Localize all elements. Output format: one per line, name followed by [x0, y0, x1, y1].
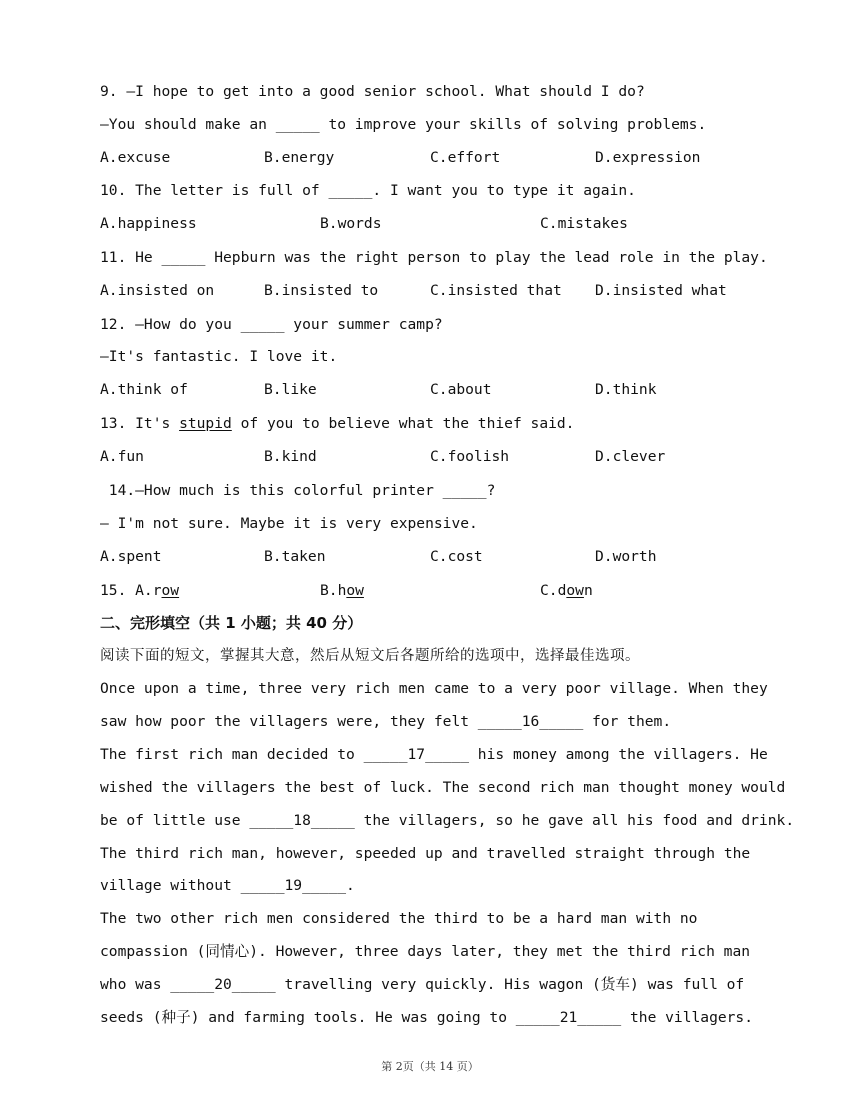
- passage-line: wished the villagers the best of luck. The second rich man thought money would: [100, 779, 786, 796]
- q14-option-a: A.spent: [100, 548, 162, 565]
- q9-answer-line: —You should make an _____ to improve your skills of solving problems.: [100, 116, 707, 133]
- q10-stem: 10. The letter is full of _____. I want you to type it again.: [100, 182, 636, 199]
- q14-option-c: C.cost: [430, 548, 483, 565]
- q14-option-d: D.worth: [595, 548, 657, 565]
- q14-stem: 14.—How much is this colorful printer _____?: [100, 482, 496, 499]
- passage-line: seeds (种子) and farming tools. He was going to _____21_____ the villagers.: [100, 1009, 754, 1026]
- q15-option-a: [100, 582, 179, 600]
- q15-option-b: [320, 582, 364, 600]
- q12-option-c: C.about: [430, 381, 492, 398]
- q13-stem: [100, 415, 574, 433]
- page-footer: 第 2页（共 14 页）: [381, 1060, 479, 1073]
- q14-option-b: B.taken: [264, 548, 326, 565]
- passage-line: be of little use _____18_____ the villagers, so he gave all his food and drink.: [100, 812, 795, 829]
- q10-option-a: A.happiness: [100, 215, 197, 232]
- q9-option-b: B.energy: [264, 149, 335, 166]
- q15-c-prefix: C.d: [540, 582, 567, 599]
- passage-line: The third rich man, however, speeded up and travelled straight through the: [100, 845, 751, 862]
- q9-stem: 9. —I hope to get into a good senior school. What should I do?: [100, 83, 645, 100]
- q9-option-c: C.effort: [430, 149, 501, 166]
- passage-line: Once upon a time, three very rich men came to a very poor village. When they: [100, 680, 768, 697]
- q12-option-a: A.think of: [100, 381, 188, 398]
- passage-line: The two other rich men considered the third to be a hard man with no: [100, 910, 698, 927]
- q15-b-prefix: B.h: [320, 582, 347, 599]
- q11-option-b: B.insisted to: [264, 282, 379, 299]
- q13-stem-start: 13. It's: [100, 415, 180, 432]
- q15-a-underlined: ow: [161, 582, 180, 599]
- q13-stem-end: of you to believe what the thief said.: [231, 415, 575, 432]
- q13-option-d: D.clever: [595, 448, 666, 465]
- q11-stem: 11. He _____ Hepburn was the right person to play the lead role in the play.: [100, 249, 768, 266]
- q13-option-c: C.foolish: [430, 448, 510, 465]
- section2-heading: 二、完形填空（共 1 小题；共 40 分）: [100, 614, 363, 632]
- q11-option-c: C.insisted that: [430, 282, 562, 299]
- q15-option-c: [540, 582, 593, 600]
- passage-line: who was _____20_____ travelling very quickly. His wagon (货车) was full of: [100, 976, 745, 993]
- q14-answer-line: — I'm not sure. Maybe it is very expensive.: [100, 515, 478, 532]
- passage-line: compassion (同情心). However, three days later, they met the third rich man: [100, 943, 751, 960]
- passage-line: saw how poor the villagers were, they felt _____16_____ for them.: [100, 713, 672, 730]
- q10-option-c: C.mistakes: [540, 215, 628, 232]
- q15-c-underlined: ow: [566, 582, 584, 599]
- q12-option-d: D.think: [595, 381, 657, 398]
- passage-line: village without _____19_____.: [100, 877, 355, 894]
- passage-line: The first rich man decided to _____17_____ his money among the villagers. He: [100, 746, 768, 763]
- q9-option-d: D.expression: [595, 149, 701, 166]
- q15-b-underlined: ow: [346, 582, 364, 599]
- q11-option-d: D.insisted what: [595, 282, 727, 299]
- q9-option-a: A.excuse: [100, 149, 171, 166]
- q13-option-a: A.fun: [100, 448, 144, 465]
- q12-option-b: B.like: [264, 381, 317, 398]
- q13-option-b: B.kind: [264, 448, 317, 465]
- q15-c-suffix: n: [583, 582, 593, 599]
- q13-underlined-word: stupid: [179, 415, 232, 432]
- q12-answer-line: —It's fantastic. I love it.: [100, 348, 338, 365]
- q11-option-a: A.insisted on: [100, 282, 215, 299]
- section2-instruction: 阅读下面的短文，掌握其大意，然后从短文后各题所给的选项中，选择最佳选项。: [100, 648, 640, 664]
- q15-a-prefix: 15. A.r: [100, 582, 162, 599]
- q12-stem: 12. —How do you _____ your summer camp?: [100, 316, 443, 333]
- q10-option-b: B.words: [320, 215, 382, 232]
